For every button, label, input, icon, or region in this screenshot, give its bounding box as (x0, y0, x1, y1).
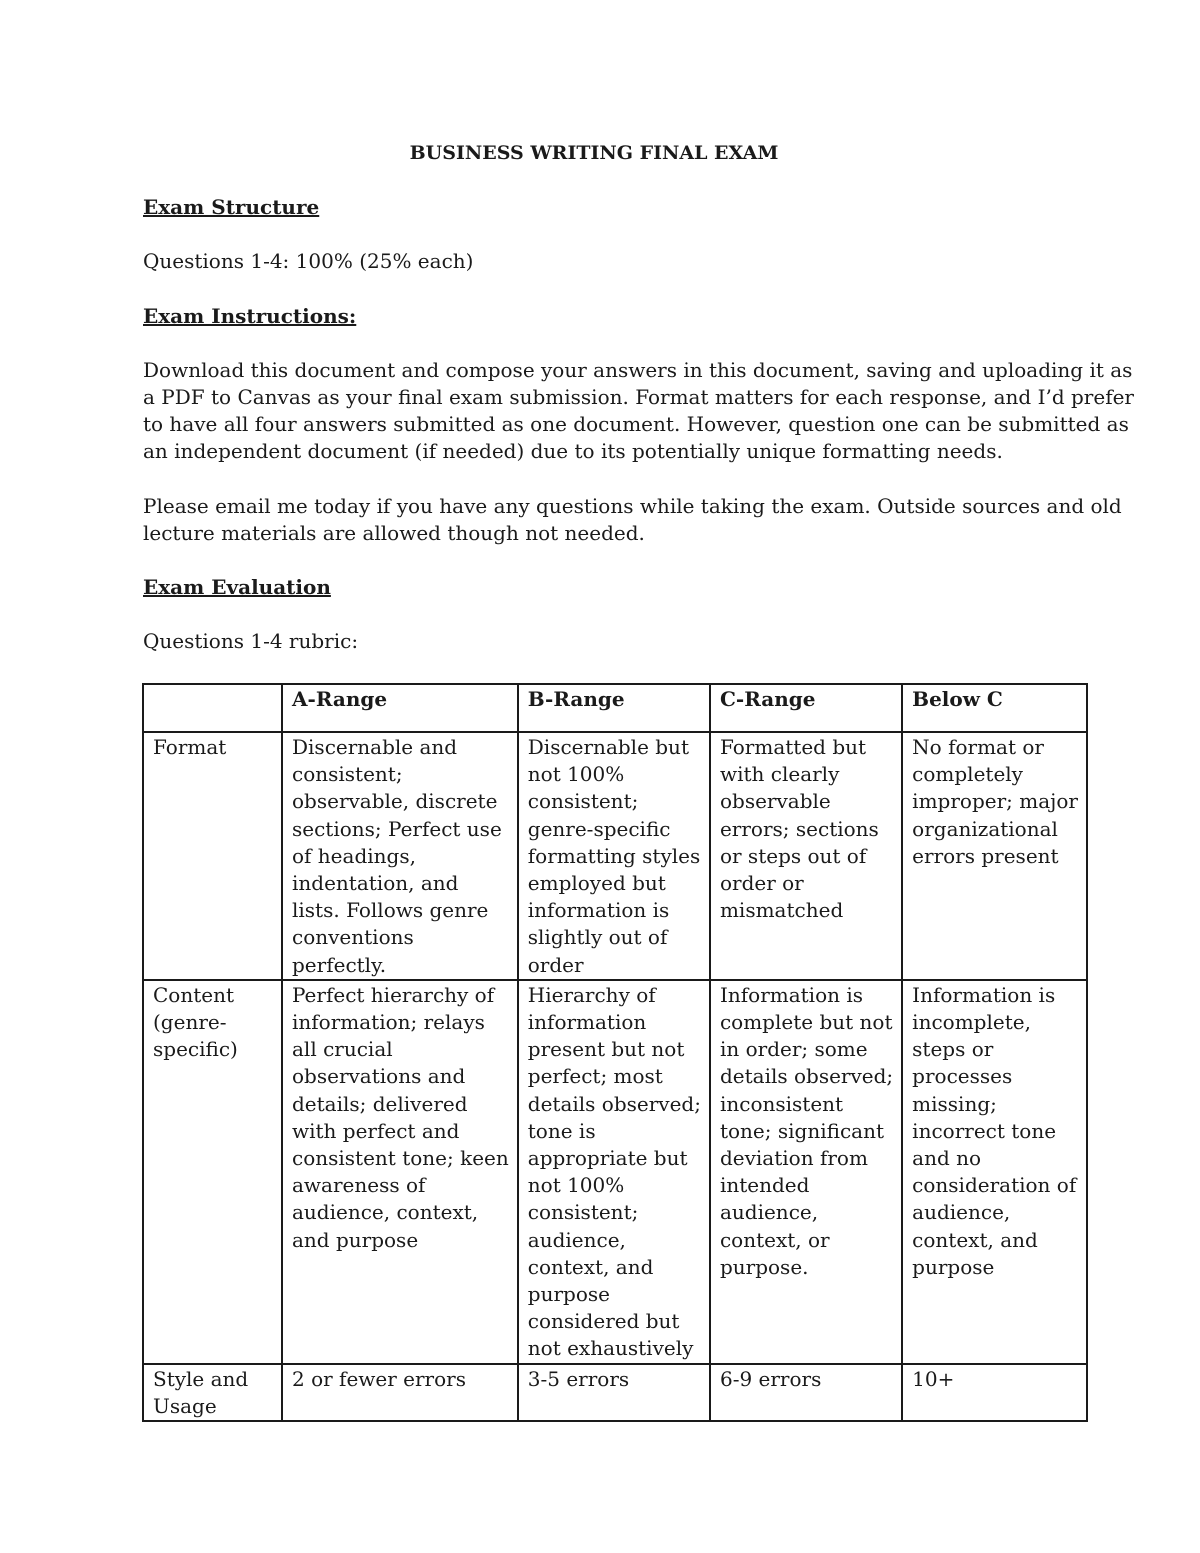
cell-text-line: Information is (912, 982, 1056, 1007)
cell-text-line: Format (153, 735, 227, 759)
rubric-cell (710, 980, 902, 1364)
text-line: lecture materials are allowed though not needed. (143, 520, 645, 545)
cell-text-line: slightly out of (527, 925, 668, 950)
cell-text-line: 2 or fewer errors (292, 1366, 466, 1391)
document-page (143, 140, 1134, 682)
cell-text-line: conventions (292, 925, 414, 950)
cell-text-line: consistent; (292, 762, 403, 787)
cell-text-line: tone; significant (719, 1118, 884, 1143)
text-line: Download this document and compose your answers in this document, saving and uploading it as (143, 357, 1133, 382)
instructions-paragraph-2 (143, 493, 1122, 547)
cell-text-line: details; delivered (292, 1091, 468, 1116)
cell-text-line: organizational (912, 816, 1058, 841)
rubric-cell (710, 1364, 902, 1421)
cell-text-line: context, and (912, 1227, 1038, 1252)
rubric-criterion-cell (143, 732, 282, 980)
cell-text-line: purpose (912, 1254, 995, 1279)
rubric-cell (282, 1364, 518, 1421)
cell-text-line: No format or (912, 735, 1044, 759)
rubric-header-cell: C-Range (710, 684, 902, 732)
text-line: an independent document (if needed) due to its potentially unique formatting needs. (143, 439, 1003, 464)
rubric-header-cell: A-Range (282, 684, 518, 732)
cell-text-line: audience, (527, 1227, 626, 1252)
cell-text-line: improper; major (912, 789, 1078, 814)
rubric-cell (518, 980, 710, 1364)
cell-text-line: Information is (719, 982, 864, 1007)
cell-text-line: not 100% (527, 762, 625, 787)
cell-text-line: perfect; most (527, 1064, 663, 1089)
cell-text-line: consistent; (527, 1200, 639, 1225)
cell-text-line: Usage (153, 1393, 217, 1418)
cell-text-line: formatting styles (527, 843, 701, 868)
rubric-header-cell: Below C (902, 684, 1087, 732)
cell-text-line: observations and (292, 1064, 466, 1089)
rubric-cell (282, 732, 518, 980)
cell-text-line: Discernable but (527, 735, 689, 759)
cell-text-line: information is (527, 898, 670, 923)
rubric-table (142, 683, 1088, 1422)
cell-text-line: steps or (912, 1037, 994, 1062)
rubric-cell (282, 980, 518, 1364)
cell-text-line: with perfect and (292, 1118, 460, 1143)
cell-text-line: 10+ (912, 1366, 955, 1391)
cell-text-line: observable (719, 789, 831, 814)
cell-text-line: incorrect tone (912, 1118, 1057, 1143)
instructions-paragraph-1 (143, 357, 1134, 466)
cell-text-line: audience, (719, 1200, 819, 1225)
cell-text-line: order or (719, 871, 804, 896)
cell-text-line: information; relays (292, 1010, 485, 1035)
cell-text-line: purpose. (719, 1254, 809, 1279)
cell-text-line: details observed; (719, 1064, 894, 1089)
cell-text-line: details observed; (527, 1091, 701, 1116)
cell-text-line: incomplete, (912, 1010, 1031, 1035)
rubric-cell (902, 732, 1087, 980)
cell-text-line: order (527, 952, 584, 977)
cell-text-line: consistent tone; keen (292, 1146, 509, 1171)
cell-text-line: all crucial (292, 1037, 393, 1062)
cell-text-line: audience, (912, 1200, 1011, 1225)
exam-evaluation-heading: Exam Evaluation (143, 575, 331, 600)
cell-text-line: information (527, 1010, 647, 1035)
cell-text-line: processes (912, 1064, 1013, 1089)
cell-text-line: specific) (153, 1037, 238, 1062)
cell-text-line: appropriate but (527, 1146, 688, 1171)
cell-text-line: awareness of (292, 1173, 426, 1198)
rubric-cell (902, 980, 1087, 1364)
text-line: Please email me today if you have any questions while taking the exam. Outside sources and old (143, 493, 1122, 518)
cell-text-line: complete but not (719, 1010, 893, 1035)
rubric-header-cell: B-Range (518, 684, 710, 732)
cell-text-line: observable, discrete (292, 789, 498, 814)
cell-text-line: not exhaustively (527, 1336, 694, 1361)
cell-text-line: Formatted but (719, 735, 867, 759)
rubric-label: Questions 1-4 rubric: (143, 629, 359, 654)
cell-text-line: of headings, (292, 843, 416, 868)
cell-text-line: completely (912, 762, 1023, 787)
cell-text-line: and no (912, 1146, 982, 1171)
cell-text-line: (genre- (153, 1010, 227, 1035)
cell-text-line: context, and (527, 1254, 654, 1279)
cell-text-line: Discernable and (292, 735, 458, 759)
cell-text-line: perfectly. (292, 952, 387, 977)
cell-text-line: missing; (912, 1091, 997, 1116)
cell-text-line: errors present (912, 843, 1059, 868)
cell-text-line: intended (719, 1173, 810, 1198)
rubric-header-empty-cell (143, 684, 282, 732)
rubric-cell (518, 1364, 710, 1421)
cell-text-line: 6-9 errors (719, 1366, 822, 1391)
cell-text-line: deviation from (719, 1146, 868, 1171)
cell-text-line: present but not (527, 1037, 685, 1062)
cell-text-line: and purpose (292, 1227, 419, 1252)
document-title: BUSINESS WRITING FINAL EXAM (409, 142, 779, 164)
rubric-cell (710, 732, 902, 980)
cell-text-line: with clearly (719, 762, 840, 787)
exam-structure-text: Questions 1-4: 100% (25% each) (143, 249, 474, 274)
cell-text-line: not 100% (527, 1173, 625, 1198)
cell-text-line: Perfect hierarchy of (292, 982, 495, 1007)
text-line: a PDF to Canvas as your final exam submission. Format matters for each response, and I’d prefer (143, 385, 1134, 410)
rubric-criterion-cell (143, 980, 282, 1364)
cell-text-line: genre-specific (527, 816, 671, 841)
cell-text-line: Hierarchy of (527, 982, 656, 1007)
rubric-criterion-cell (143, 1364, 282, 1421)
text-line: to have all four answers submitted as one document. However, question one can be submitted as (143, 412, 1129, 437)
cell-text-line: indentation, and (292, 871, 459, 896)
cell-text-line: Style and (153, 1366, 249, 1391)
exam-structure-heading: Exam Structure (143, 195, 320, 220)
rubric-row (143, 1364, 1087, 1421)
cell-text-line: mismatched (719, 898, 844, 923)
cell-text-line: Content (153, 982, 235, 1007)
cell-text-line: tone is (527, 1118, 596, 1143)
cell-text-line: 3-5 errors (527, 1366, 630, 1391)
cell-text-line: employed but (527, 871, 666, 896)
rubric-header-row (143, 684, 1087, 732)
exam-instructions-heading: Exam Instructions: (143, 303, 357, 328)
cell-text-line: consistent; (527, 789, 639, 814)
cell-text-line: context, or (719, 1227, 830, 1252)
cell-text-line: sections; Perfect use (292, 816, 502, 841)
rubric-row (143, 980, 1087, 1364)
cell-text-line: consideration of (912, 1173, 1077, 1198)
cell-text-line: in order; some (719, 1037, 868, 1062)
rubric-cell (902, 1364, 1087, 1421)
cell-text-line: lists. Follows genre (292, 898, 489, 923)
rubric-row (143, 732, 1087, 980)
cell-text-line: inconsistent (719, 1091, 844, 1116)
cell-text-line: audience, context, (292, 1200, 479, 1225)
cell-text-line: purpose (527, 1282, 610, 1307)
rubric-cell (518, 732, 710, 980)
cell-text-line: considered but (527, 1309, 680, 1334)
cell-text-line: or steps out of (719, 843, 867, 868)
cell-text-line: errors; sections (719, 816, 879, 841)
